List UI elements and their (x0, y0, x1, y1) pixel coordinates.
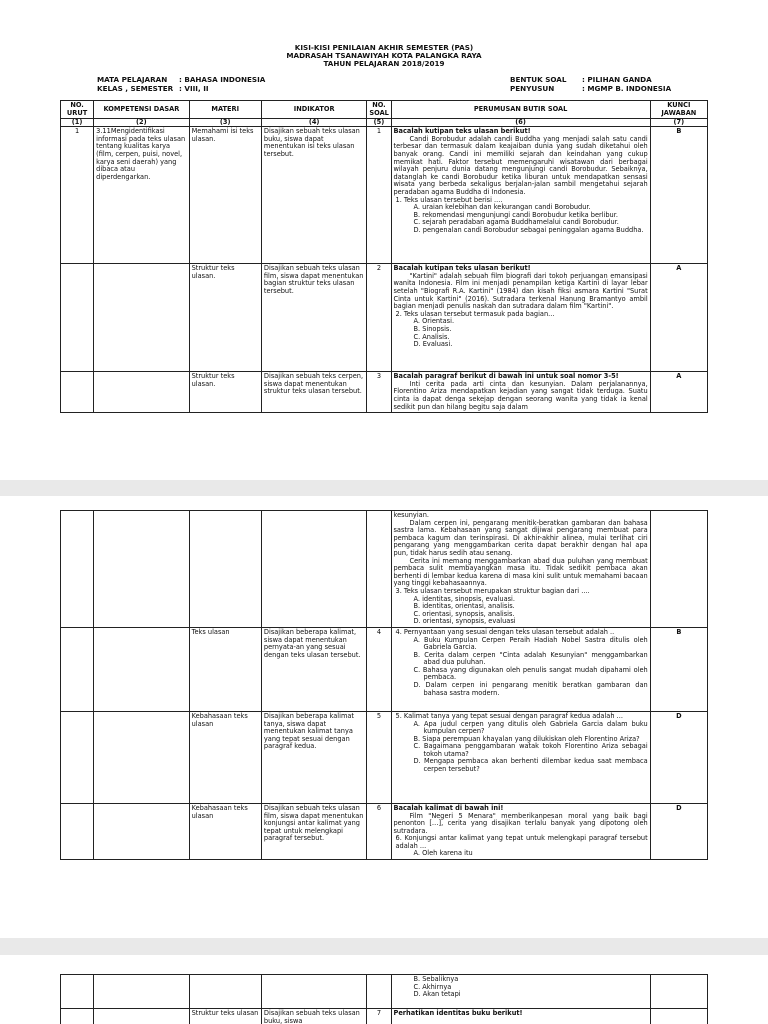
answer-key (650, 975, 707, 1009)
option-d: D. pengenalan candi Borobudur sebagai peninggalan agama Buddha. (413, 225, 644, 234)
table-row (61, 711, 708, 803)
option-b: B. Sinopsis. (413, 324, 452, 333)
answer-key: D (650, 711, 707, 803)
question-passage: Candi Borobudur adalah candi Buddha yang menjadi salah satu candi terbesar dan termasuk dalam keajaiban dunia yang sudah diketahui oleh banyak orang. Candi ini memiliki sejarah dan keindahan yang cukup memikat hati. Faktor tersebut memengaruhi wisatawan dari berbagai wilayah penjuru dunia datang mengunjungi candi Borobudur. Sebaiknya, datanglah ke candi Borobudur ketika liburan untuk mendapatkan sensasi wisata yang berbeda sekaligus berjalan-jalan sambil mengetahui sejarah peradaban agama Buddha di Indonesia. (393, 134, 648, 196)
row-kompetensi-dasar (94, 511, 189, 628)
row-no-urut (61, 627, 94, 711)
row-butir-soal (391, 975, 650, 1009)
option-a: A. Buku Kumpulan Cerpen Peraih Hadiah Nobel Sastra ditulis oleh Gabriela Garcia. (413, 635, 648, 652)
table-row (61, 127, 708, 264)
document-meta (0, 76, 768, 98)
table-row (61, 372, 708, 413)
col-header-butir-soal: PERUMUSAN BUTIR SOAL (391, 101, 650, 119)
option-a: A. identitas, sinopsis, evaluasi. (413, 594, 515, 603)
row-butir-soal (391, 264, 650, 372)
kisi-table-page-3 (60, 974, 708, 1024)
meta-bentuk-value: : PILIHAN GANDA (582, 75, 652, 84)
row-kompetensi-dasar (94, 372, 189, 413)
row-no-soal: 5 (367, 711, 391, 803)
table-row (61, 975, 708, 1009)
document-page-2 (0, 496, 768, 938)
row-indikator (261, 975, 366, 1009)
meta-penyusun-value: : MGMP B. INDONESIA (582, 83, 672, 93)
row-materi: Struktur teks ulasan (189, 1009, 261, 1024)
row-indikator: Disajikan sebuah teks cerpen, siswa dapat menentukan struktur teks ulasan tersebut. (261, 372, 366, 413)
col-number: (7) (650, 119, 707, 127)
option-d: D. Dalam cerpen ini pengarang menitik beratkan gambaran dan bahasa sastra modern. (413, 681, 648, 697)
row-no-soal: 7 (367, 1009, 391, 1024)
row-materi (189, 975, 261, 1009)
answer-key: B (650, 127, 707, 264)
question-passage: "Kartini" adalah sebuah film biografi dari tokoh perjuangan emansipasi wanita Indonesia. Film ini menjadi penampilan ketiga Kartini di layar lebar setelah "Biografi R.A. Kartini" (1984) dan kisah fiksi asmara Kartini "Surat Cinta untuk Kartini" (2016). Sutradara terkenal Hanung Bramantyo ambil bagian menjadi penulis naskah dan sutradara dalam film "Kartini". (393, 271, 648, 311)
row-butir-soal (391, 1009, 650, 1024)
option-d: D. Akan tetapi (413, 990, 461, 999)
meta-mapel-value: : BAHASA INDONESIA (179, 75, 266, 84)
question-passage-continued: kesunyian. (393, 511, 429, 519)
row-materi: Kebahasaan teks ulasan (189, 803, 261, 859)
row-no-urut (61, 803, 94, 859)
col-header-kompetensi: KOMPETENSI DASAR (94, 101, 189, 119)
row-materi: Memahami isi teks ulasan. (189, 127, 261, 264)
option-b: B. Siapa perempuan khayalan yang dilukiskan oleh Florentino Ariza? (413, 734, 640, 743)
table-row (61, 511, 708, 628)
row-kompetensi-dasar: 3.11Mengidentifikasi informasi pada teks ulasan tentang kualitas karya (film, cerpen, puisi, novel, karya seni daerah) yang dibaca atau diperdengarkan. (94, 127, 189, 264)
row-no-urut (61, 1009, 94, 1024)
option-c: C. Bahasa yang digunakan oleh penulis sangat mudah dipahami oleh pembaca. (413, 665, 648, 682)
question-stem: 2. Teks ulasan tersebut termasuk pada bagian... (395, 309, 555, 318)
col-number: (5) (367, 119, 391, 127)
row-butir-soal (391, 127, 650, 264)
row-no-soal: 3 (367, 372, 391, 413)
col-number: (1) (61, 119, 94, 127)
option-d: D. Mengapa pembaca akan berhenti dilembar kedua saat membaca cerpen tersebut? (413, 757, 648, 774)
option-b: B. rekomendasi mengunjungi candi Borobudur ketika berlibur. (413, 210, 618, 219)
option-c: C. Analisis. (413, 332, 450, 341)
col-number: (4) (261, 119, 366, 127)
answer-key (650, 511, 707, 628)
header-title: KISI-KISI PENILAIAN AKHIR SEMESTER (PAS) (294, 43, 474, 52)
row-materi: Teks ulasan (189, 627, 261, 711)
row-no-soal: 1 (367, 127, 391, 264)
row-butir-soal (391, 627, 650, 711)
option-c: C. sejarah peradaban agama Buddhamelalui candi Borobudur. (413, 218, 619, 227)
col-header-materi: MATERI (189, 101, 261, 119)
question-stem: 1. Teks ulasan tersebut berisi .... (395, 195, 503, 204)
option-b: B. Sebaliknya (413, 975, 459, 983)
row-kompetensi-dasar (94, 627, 189, 711)
row-butir-soal (391, 803, 650, 859)
meta-kelas-value: : VIII, II (179, 83, 209, 93)
question-passage: Dalam cerpen ini, pengarang menitik-beratkan gambaran dan bahasa sastra lama. Kebahasaan yang sangat dijiwai pengarang membuat para pembaca kagum dan terinspirasi. Di akhir-akhir alinea, mulai terlihat ciri pengarang yang menggambarkan cerita dapat berakhir dengan hal apa pun, tidak harus sedih atau senang. (393, 518, 648, 557)
column-number-row (61, 119, 708, 127)
row-kompetensi-dasar (94, 803, 189, 859)
row-materi: Struktur teks ulasan. (189, 372, 261, 413)
row-materi: Struktur teks ulasan. (189, 264, 261, 372)
row-no-soal: 6 (367, 803, 391, 859)
question-passage: Film "Negeri 5 Menara" memberikanpesan moral yang baik bagi penonton […], cerita yang disajikan terlalu banyak yang dipotong oleh sutradara. (393, 811, 648, 835)
row-butir-soal (391, 372, 650, 413)
table-row (61, 627, 708, 711)
meta-kelas-label: KELAS , SEMESTER (97, 83, 174, 93)
answer-key: A (650, 372, 707, 413)
answer-key: B (650, 627, 707, 711)
row-butir-soal (391, 711, 650, 803)
question-passage: Inti cerita pada arti cinta dan kesunyian. Dalam perjalanannya, Florentino Ariza mendapatkan kejadian yang sangat tidak terduga. Suatu cinta ia dapat denga sekejap dengan seorang wanita yang tidak ia kenal sedikit pun dan hilang begitu saja dalam (393, 379, 648, 411)
table-header-row (61, 101, 708, 119)
row-indikator: Disajikan sebuah teks ulasan film, siswa dapat menentukan konjungsi antar kalimat yang tepat untuk melengkapi paragraf tersebut. (261, 803, 366, 859)
row-kompetensi-dasar (94, 1009, 189, 1024)
row-no-soal: 4 (367, 627, 391, 711)
question-instruction: Bacalah kutipan teks ulasan berikut! (393, 127, 531, 136)
question-instruction: Bacalah kalimat di bawah ini! (393, 803, 504, 812)
row-no-soal: 2 (367, 264, 391, 372)
option-c: C. Akhirnya (413, 982, 452, 991)
row-no-soal (367, 511, 391, 628)
option-c: C. Bagaimana penggambaran watak tokoh Florentino Ariza sebagai tokoh utama? (413, 742, 648, 758)
row-indikator: Disajikan sebuah teks ulasan buku, siswa (261, 1009, 366, 1024)
option-a: A. Oleh karena itu (413, 849, 473, 858)
answer-key: D (650, 803, 707, 859)
question-instruction: Bacalah kutipan teks ulasan berikut! (393, 264, 531, 273)
row-no-urut (61, 372, 94, 413)
table-row (61, 1009, 708, 1024)
option-a: A. Orientasi. (413, 317, 455, 326)
question-stem: 5. Kalimat tanya yang tepat sesuai dengan paragraf kedua adalah ... (395, 711, 623, 720)
table-row (61, 264, 708, 372)
question-passage: Cerita ini memang menggambarkan abad dua puluhan yang membuat pembaca sulit membayangkan masa itu. Tidak sedikit pembaca akan berhenti di lembar kedua karena di masa kini sulit untuk memahami bacaan yang tinggi kebahasaannya. (393, 556, 648, 588)
row-no-urut (61, 711, 94, 803)
question-stem: 6. Konjungsi antar kalimat yang tepat untuk melengkapi paragraf tersebut adalah ... (395, 834, 648, 850)
table-row (61, 803, 708, 859)
option-b: B. Cerita dalam cerpen "Cinta adalah Kesunyian" menggambarkan abad dua puluhan. (413, 650, 648, 667)
meta-bentuk-label: BENTUK SOAL (510, 75, 567, 84)
kisi-table-page-1 (60, 100, 708, 413)
document-page-3 (0, 955, 768, 1024)
question-stem: 3. Teks ulasan tersebut merupakan struktur bagian dari .... (395, 586, 590, 595)
question-instruction: Perhatikan identitas buku berikut! (393, 1009, 523, 1017)
row-indikator: Disajikan sebuah teks ulasan buku, siswa dapat menentukan isi teks ulasan tersebut. (261, 127, 366, 264)
col-header-no-urut: NO. URUT (61, 101, 94, 119)
kisi-table-page-2 (60, 510, 708, 860)
col-header-kunci: KUNCI JAWABAN (650, 101, 707, 119)
option-b: B. identitas, orientasi, analisis. (413, 602, 515, 611)
row-no-urut (61, 264, 94, 372)
document-page-1 (0, 0, 768, 480)
row-indikator: Disajikan beberapa kalimat, siswa dapat menentukan pernyata-an yang sesuai dengan teks ulasan tersebut. (261, 627, 366, 711)
document-header (0, 0, 768, 68)
row-kompetensi-dasar (94, 264, 189, 372)
row-butir-soal (391, 511, 650, 628)
meta-penyusun-label: PENYUSUN (510, 83, 555, 93)
option-d: D. orientasi, synopsis, evaluasi (413, 617, 516, 626)
row-kompetensi-dasar (94, 975, 189, 1009)
header-year: TAHUN PELAJARAN 2018/2019 (323, 59, 445, 68)
row-kompetensi-dasar (94, 711, 189, 803)
col-header-indikator: INDIKATOR (261, 101, 366, 119)
row-indikator: Disajikan sebuah teks ulasan film, siswa dapat menentukan bagian struktur teks ulasan tersebut. (261, 264, 366, 372)
header-school: MADRASAH TSANAWIYAH KOTA PALANGKA RAYA (286, 51, 482, 60)
row-no-soal (367, 975, 391, 1009)
row-indikator: Disajikan beberapa kalimat tanya, siswa dapat menentukan kalimat tanya yang tepat sesuai dengan paragraf kedua. (261, 711, 366, 803)
answer-key (650, 1009, 707, 1024)
answer-key: A (650, 264, 707, 372)
row-no-urut (61, 511, 94, 628)
question-instruction: Bacalah paragraf berikut di bawah ini untuk soal nomor 3-5! (393, 372, 619, 381)
row-materi: Kebahasaan teks ulasan (189, 711, 261, 803)
question-stem: 4. Pernyantaan yang sesuai dengan teks ulasan tersebut adalah .. (395, 627, 615, 636)
col-number: (6) (391, 119, 650, 127)
meta-mapel-label: MATA PELAJARAN (97, 75, 168, 84)
row-no-urut: 1 (61, 127, 94, 264)
option-d: D. Evaluasi. (413, 340, 453, 349)
option-a: A. Apa judul cerpen yang ditulis oleh Gabriela Garcia dalam buku kumpulan cerpen? (413, 719, 648, 736)
row-indikator (261, 511, 366, 628)
row-materi (189, 511, 261, 628)
col-header-no-soal: NO. SOAL (367, 101, 391, 119)
row-no-urut (61, 975, 94, 1009)
col-number: (3) (189, 119, 261, 127)
option-c: C. orientasi, synopsis, analisis. (413, 609, 515, 618)
col-number: (2) (94, 119, 189, 127)
option-a: A. uraian kelebihan dan kekurangan candi Borobudur. (413, 203, 591, 212)
